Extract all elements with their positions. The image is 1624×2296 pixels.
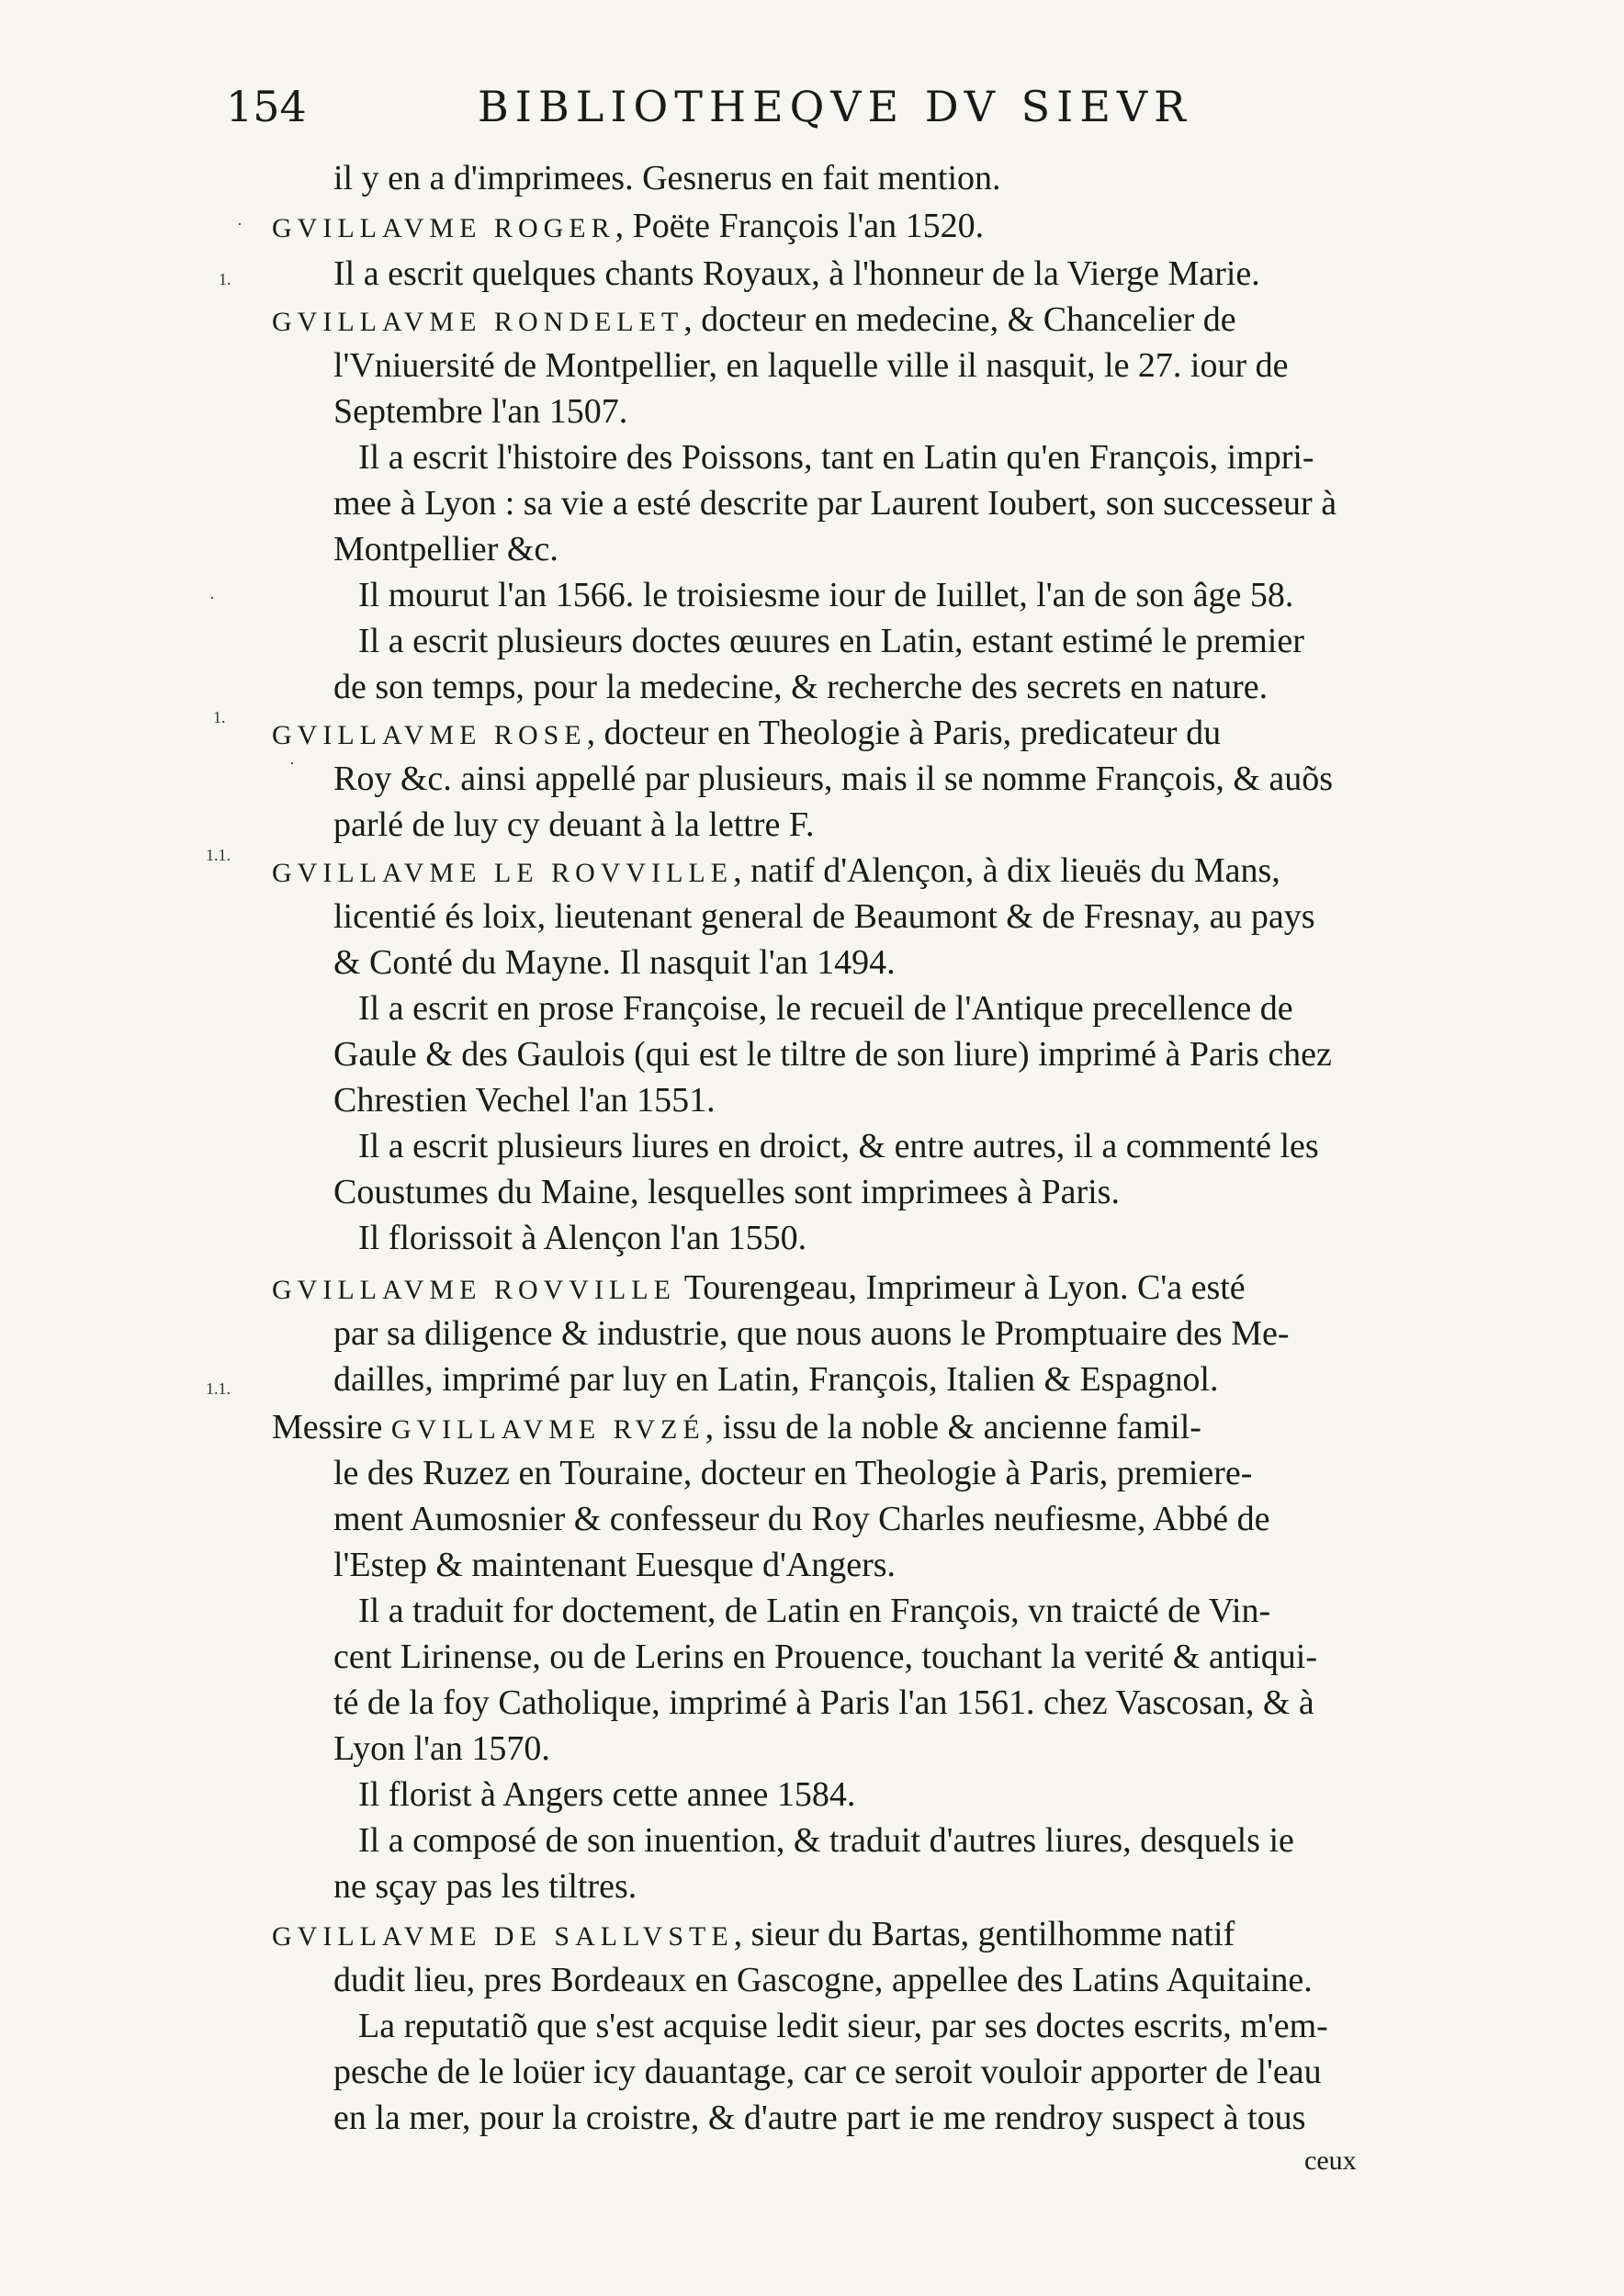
text-line: La reputatiõ que s'est acquise ledit sieur, par ses doctes escrits, m'em- [358,2007,1328,2045]
text-line: mee à Lyon : sa vie a esté descrite par Laurent Ioubert, son successeur à [333,484,1337,523]
text-line: Il a escrit plusieurs doctes œuures en Latin, estant estimé le premier [358,622,1304,660]
text-line: de son temps, pour la medecine, & recherche des secrets en nature. [333,668,1269,706]
entry-text: , sieur du Bartas, gentilhomme natif [733,1915,1235,1953]
author-name: GVILLAVME ROGER [272,213,615,243]
margin-note: · [237,215,242,233]
entry-text: , docteur en Theologie à Paris, predicateur du [586,714,1222,752]
margin-note: 1. [219,270,231,288]
text-line: par sa diligence & industrie, que nous auons le Promptuaire des Me- [333,1314,1290,1353]
text-line: licentié és loix, lieutenant general de Beaumont & de Fresnay, au pays [333,897,1315,936]
text-line: l'Estep & maintenant Euesque d'Angers. [333,1546,897,1584]
entry-text: , docteur en medecine, & Chancelier de [683,300,1236,339]
author-name: GVILLAVME ROSE [272,720,587,750]
author-name: GVILLAVME LE ROVVILLE [272,858,734,888]
text-line: Il florist à Angers cette annee 1584. [358,1775,856,1814]
entry-heading [272,1910,1235,1961]
entry-text: Messire [272,1408,391,1446]
text-line: Il a composé de son inuention, & traduit d'autres liures, desquels ie [358,1821,1294,1860]
entry-heading [272,202,984,253]
text-line: Montpellier &c. [333,530,558,568]
text-line: Roy &c. ainsi appellé par plusieurs, mais il se nomme François, & auõs [333,760,1334,798]
text-line: Il a escrit en prose Françoise, le recueil de l'Antique precellence de [358,989,1293,1028]
entry-text: , issu de la noble & ancienne famil- [705,1408,1201,1446]
text-line: Gaule & des Gaulois (qui est le tiltre de son liure) imprimé à Paris chez [333,1035,1332,1074]
entry-text: , natif d'Alençon, à dix lieuës du Mans, [733,851,1280,890]
entry-heading [272,1403,1201,1454]
text-line: il y en a d'imprimees. Gesnerus en fait mention. [333,159,1001,197]
text-line: Il a escrit l'histoire des Poissons, tant en Latin qu'en François, impri- [358,438,1314,477]
text-line: Lyon l'an 1570. [333,1729,550,1768]
entry-heading [272,709,1221,760]
author-name: GVILLAVME DE SALLVSTE [272,1921,734,1952]
text-line: dailles, imprimé par luy en Latin, François, Italien & Espagnol. [333,1360,1219,1399]
entry-heading [272,847,1280,897]
text-line: Il mourut l'an 1566. le troisiesme iour de Iuillet, l'an de son âge 58. [358,576,1294,614]
text-line: en la mer, pour la croistre, & d'autre part ie me rendroy suspect à tous [333,2099,1306,2137]
text-line: Septembre l'an 1507. [333,392,628,431]
text-line: cent Lirinense, ou de Lerins en Prouence, touchant la verité & antiqui- [333,1638,1318,1676]
text-line: Coustumes du Maine, lesquelles sont imprimees à Paris. [333,1173,1120,1211]
text-line: Il a escrit quelques chants Royaux, à l'honneur de la Vierge Marie. [333,254,1260,293]
entry-heading [272,1264,1246,1314]
catchword: ceux [1304,2145,1357,2176]
text-line: dudit lieu, pres Bordeaux en Gascogne, appellee des Latins Aquitaine. [333,1961,1313,1999]
text-line: Il a escrit plusieurs liures en droict, & entre autres, il a commenté les [358,1127,1319,1165]
text-line: parlé de luy cy deuant à la lettre F. [333,805,815,844]
page-number: 154 [226,82,307,131]
author-name: GVILLAVME RVZÉ [390,1414,705,1445]
text-line: l'Vniuersité de Montpellier, en laquelle ville il nasquit, le 27. iour de [333,346,1289,385]
entry-text: Tourengeau, Imprimeur à Lyon. C'a esté [675,1268,1246,1307]
margin-note: 1. [213,708,226,726]
margin-note: · [289,754,295,772]
text-line: le des Ruzez en Touraine, docteur en Theologie à Paris, premiere- [333,1454,1253,1492]
text-line: ne sçay pas les tiltres. [333,1867,637,1906]
margin-note: 1.1. [206,846,231,864]
entry-heading [272,296,1236,346]
text-line: Il a traduit for doctement, de Latin en François, vn traicté de Vin- [358,1592,1271,1630]
author-name: GVILLAVME ROVVILLE [272,1275,676,1305]
entry-text: , Poëte François l'an 1520. [615,207,985,245]
text-line: & Conté du Mayne. Il nasquit l'an 1494. [333,943,896,982]
running-title: BIBLIOTHEQVE DV SIEVR [478,82,1192,131]
margin-note: · [209,589,215,607]
author-name: GVILLAVME RONDELET [272,307,684,337]
text-line: té de la foy Catholique, imprimé à Paris l'an 1561. chez Vascosan, & à [333,1683,1314,1722]
text-line: ment Aumosnier & confesseur du Roy Charles neufiesme, Abbé de [333,1500,1270,1538]
margin-note: 1.1. [206,1379,231,1398]
text-line: pesche de le loüer icy dauantage, car ce seroit vouloir apporter de l'eau [333,2053,1322,2091]
text-line: Chrestien Vechel l'an 1551. [333,1081,716,1120]
text-line: Il florissoit à Alençon l'an 1550. [358,1219,807,1257]
